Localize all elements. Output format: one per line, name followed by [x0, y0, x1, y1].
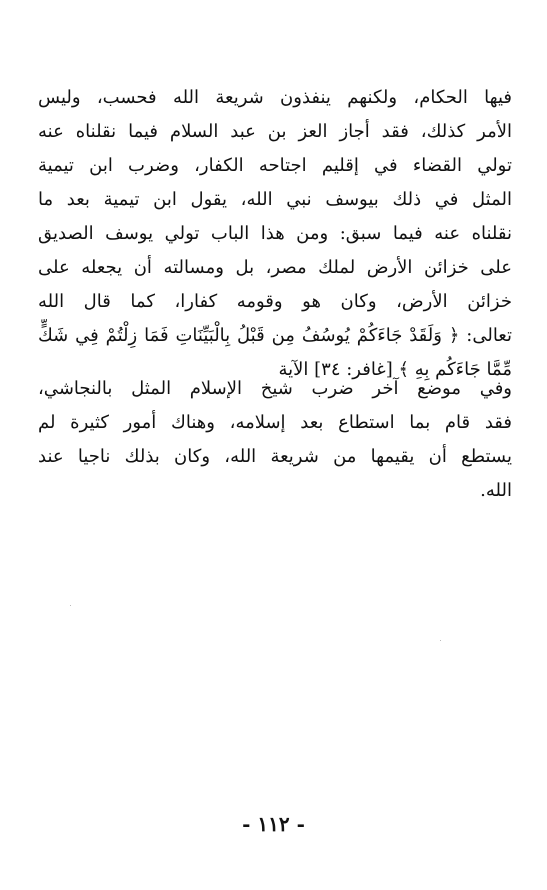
scan-speck — [440, 640, 441, 641]
text-line: فيها الحكام، ولكنهم ينفذون شريعة الله فحسب، وليس — [38, 87, 512, 108]
paragraph-2 — [38, 372, 512, 508]
text-line: فقد قام بما استطاع بعد إسلامه، وهناك أمور كثيرة لم — [38, 412, 512, 433]
text-line: نقلناه عنه فيما سبق: ومن هذا الباب تولي يوسف الصديق — [38, 223, 512, 244]
quran-verse-citation-line: مِّمَّا جَاءَكُم بِهِ ﴾ [غافر: ٣٤] الآية — [278, 359, 512, 380]
text-line: الله. — [480, 480, 512, 501]
paragraph-1 — [38, 81, 512, 387]
page-number: - ١١٢ - — [242, 812, 305, 836]
quran-verse-line: تعالى: ﴿ وَلَقَدْ جَاءَكُمْ يُوسُفُ مِن قَبْلُ بِالْبَيِّنَاتِ فَمَا زِلْتُمْ فِي شَكٍّ — [38, 325, 512, 346]
text-line: الأمر كذلك، فقد أجاز العز بن عبد السلام فيما نقلناه عنه — [38, 121, 512, 142]
text-line: خزائن الأرض، وكان هو وقومه كفارا، كما قال الله — [38, 291, 512, 312]
text-line: على خزائن الأرض لملك مصر، بل ومسالته أن يجعله على — [38, 257, 512, 278]
scan-speck — [70, 605, 71, 606]
text-line: تولي القضاء في إقليم اجتاحه الكفار، وضرب ابن تيمية — [38, 155, 512, 176]
text-line: المثل في ذلك بيوسف نبي الله، يقول ابن تيمية بعد ما — [38, 189, 512, 210]
text-line: وفي موضع آخر ضرب شيخ الإسلام المثل بالنجاشي، — [38, 378, 512, 399]
text-line: يستطع أن يقيمها من شريعة الله، وكان بذلك ناجيا عند — [38, 446, 512, 467]
